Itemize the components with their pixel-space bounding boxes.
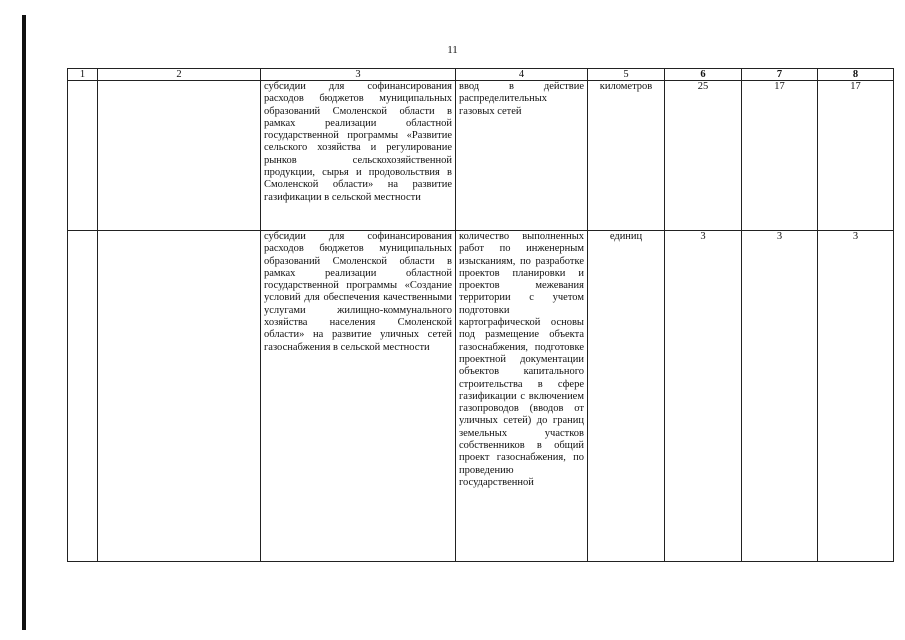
column-header-8: 8 — [818, 69, 894, 81]
table-row — [68, 81, 894, 231]
unit-cell: километров — [588, 81, 665, 231]
page-number: 11 — [447, 44, 458, 56]
table-cell-empty — [68, 81, 98, 231]
column-header-7: 7 — [742, 69, 818, 81]
document-table — [67, 68, 894, 562]
value-cell-8: 17 — [818, 81, 894, 231]
column-header-2: 2 — [98, 69, 261, 81]
scan-edge-bar — [22, 15, 26, 630]
value-cell-8: 3 — [818, 231, 894, 562]
value-cell-7: 17 — [742, 81, 818, 231]
column-header-4: 4 — [456, 69, 588, 81]
value-cell-6: 25 — [665, 81, 742, 231]
table-cell-empty — [98, 81, 261, 231]
table-cell-empty — [68, 231, 98, 562]
value-cell-7: 3 — [742, 231, 818, 562]
column-header-5: 5 — [588, 69, 665, 81]
subsidy-description-cell: субсидии для софинансирования расходов бюджетов муниципальных образований Смоленской области в рамках реализации областной государственной программы «Создание условий для обеспечения качественными услугами жилищно-коммунального хозяйства населения Смоленской области» на развитие уличных сетей газоснабжения в сельской местности — [261, 231, 456, 562]
indicator-cell: количество выполненных работ по инженерным изысканиям, по разработке проектов планировки и проектов межевания территории с учетом подготовки картографической основы под размещение объекта газоснабжения, подготовке проектной документации объектов капитального строительства в сфере газификации с включением газопроводов (вводов от уличных сетей) до границ земельных участков собственников в общий проект газоснабжения, по проведению государственной — [456, 231, 588, 562]
table-cell-empty — [98, 231, 261, 562]
subsidy-description-cell: субсидии для софинансирования расходов бюджетов муниципальных образований Смоленской области в рамках реализации областной государственной программы «Развитие сельского хозяйства и регулирование рынков сельскохозяйственной продукции, сырья и продовольствия в Смоленской области» на развитие газификации в сельской местности — [261, 81, 456, 231]
table-header-row — [68, 69, 894, 81]
column-header-6: 6 — [665, 69, 742, 81]
table-row — [68, 231, 894, 562]
indicator-cell: ввод в действие распределительных газовых сетей — [456, 81, 588, 231]
unit-cell: единиц — [588, 231, 665, 562]
value-cell-6: 3 — [665, 231, 742, 562]
column-header-1: 1 — [68, 69, 98, 81]
column-header-3: 3 — [261, 69, 456, 81]
